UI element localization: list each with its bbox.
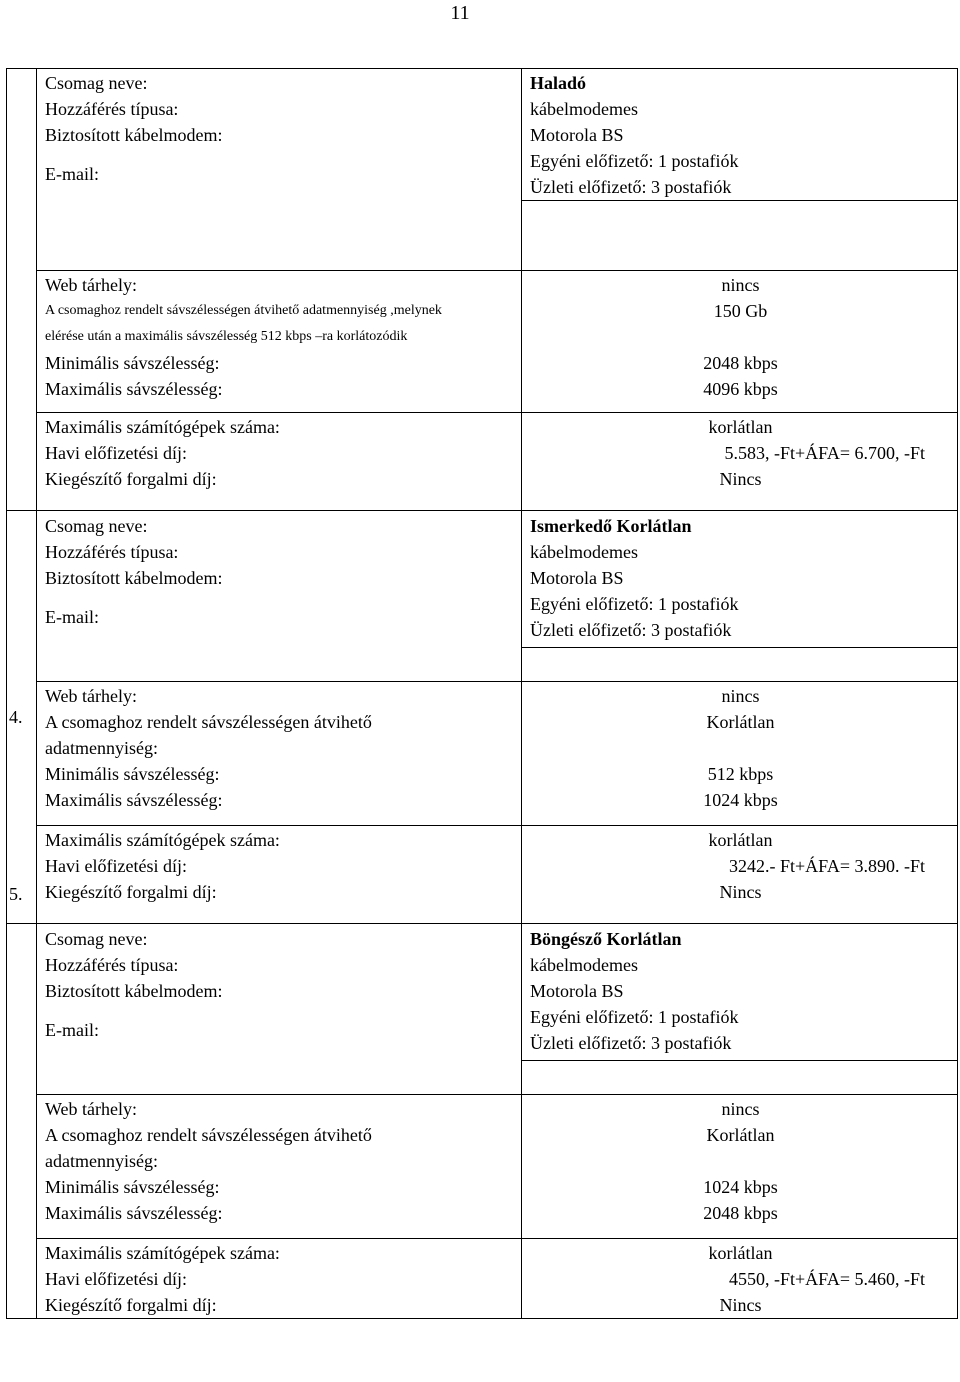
label-package-name: Csomag neve: xyxy=(45,73,148,93)
extra-fee: Nincs xyxy=(719,882,762,902)
package-table xyxy=(6,68,958,1319)
access-type: kábelmodemes xyxy=(530,955,638,975)
label-data-limit-2: elérése után a maximális sávszélesség 512 kbps –ra korlátozódik xyxy=(45,329,408,344)
label-data-limit-1: A csomaghoz rendelt sávszélességen átvihető xyxy=(45,1125,372,1145)
cable-modem: Motorola BS xyxy=(530,981,624,1001)
label-max-computers: Maximális számítógépek száma: xyxy=(45,830,280,850)
access-type: kábelmodemes xyxy=(530,542,638,562)
label-cable-modem: Biztosított kábelmodem: xyxy=(45,568,223,588)
email-individual: Egyéni előfizető: 1 postafiók xyxy=(530,1007,739,1027)
web-hosting: nincs xyxy=(721,686,760,706)
label-cell xyxy=(37,69,522,271)
label-extra-fee: Kiegészítő forgalmi díj: xyxy=(45,882,217,902)
min-bandwidth: 2048 kbps xyxy=(703,353,778,373)
package-number-cell: 4. xyxy=(7,511,37,924)
email-business: Üzleti előfizető: 3 postafiók xyxy=(530,1033,732,1053)
package-row-bandwidth xyxy=(7,682,958,826)
package-row-fees xyxy=(7,826,958,924)
cable-modem: Motorola BS xyxy=(530,125,624,145)
cable-modem: Motorola BS xyxy=(530,568,624,588)
min-bandwidth: 1024 kbps xyxy=(703,1177,778,1197)
label-data-limit-1: A csomaghoz rendelt sávszélességen átvihető xyxy=(45,712,372,732)
package-row-bandwidth xyxy=(7,1095,958,1239)
email-individual: Egyéni előfizető: 1 postafiók xyxy=(530,151,739,171)
max-bandwidth: 1024 kbps xyxy=(703,790,778,810)
label-web-hosting: Web tárhely: xyxy=(45,275,138,295)
package-number-cell: 5. xyxy=(7,924,37,1319)
monthly-fee: 3242.- Ft+ÁFA= 3.890. -Ft xyxy=(729,856,925,876)
label-max-bandwidth: Maximális sávszélesség: xyxy=(45,1203,223,1223)
package-name: Böngésző Korlátlan xyxy=(530,929,682,949)
package-number-cell xyxy=(7,69,37,511)
monthly-fee: 4550, -Ft+ÁFA= 5.460, -Ft xyxy=(729,1269,925,1289)
label-data-limit-2: adatmennyiség: xyxy=(45,1151,158,1171)
web-hosting: nincs xyxy=(721,1099,760,1119)
label-cable-modem: Biztosított kábelmodem: xyxy=(45,125,223,145)
label-email: E-mail: xyxy=(45,1020,99,1040)
label-monthly-fee: Havi előfizetési díj: xyxy=(45,443,187,463)
email-business: Üzleti előfizető: 3 postafiók xyxy=(530,177,732,197)
label-max-bandwidth: Maximális sávszélesség: xyxy=(45,790,223,810)
label-extra-fee: Kiegészítő forgalmi díj: xyxy=(45,1295,217,1315)
label-min-bandwidth: Minimális sávszélesség: xyxy=(45,1177,220,1197)
label-max-computers: Maximális számítógépek száma: xyxy=(45,417,280,437)
package-row-bandwidth xyxy=(7,271,958,413)
max-computers: korlátlan xyxy=(708,417,773,437)
package-row-ismerkedo xyxy=(7,511,958,682)
data-limit: Korlátlan xyxy=(706,1125,775,1145)
monthly-fee: 5.583, -Ft+ÁFA= 6.700, -Ft xyxy=(724,443,925,463)
max-bandwidth: 4096 kbps xyxy=(703,379,778,399)
label-data-limit-2: adatmennyiség: xyxy=(45,738,158,758)
min-bandwidth: 512 kbps xyxy=(707,764,774,784)
max-bandwidth: 2048 kbps xyxy=(703,1203,778,1223)
value-cell xyxy=(522,69,958,271)
label-monthly-fee: Havi előfizetési díj: xyxy=(45,1269,187,1289)
max-computers: korlátlan xyxy=(708,1243,773,1263)
page-number: 11 xyxy=(450,2,470,24)
label-max-bandwidth: Maximális sávszélesség: xyxy=(45,379,223,399)
data-limit: 150 Gb xyxy=(713,301,768,321)
label-max-computers: Maximális számítógépek száma: xyxy=(45,1243,280,1263)
label-data-limit-1: A csomaghoz rendelt sávszélességen átvihető adatmennyiség ,melynek xyxy=(45,303,442,318)
label-min-bandwidth: Minimális sávszélesség: xyxy=(45,764,220,784)
label-email: E-mail: xyxy=(45,164,99,184)
label-access-type: Hozzáférés típusa: xyxy=(45,955,179,975)
label-extra-fee: Kiegészítő forgalmi díj: xyxy=(45,469,217,489)
package-row-fees xyxy=(7,413,958,511)
label-package-name: Csomag neve: xyxy=(45,516,148,536)
label-cable-modem: Biztosított kábelmodem: xyxy=(45,981,223,1001)
label-access-type: Hozzáférés típusa: xyxy=(45,542,179,562)
label-email: E-mail: xyxy=(45,607,99,627)
data-limit: Korlátlan xyxy=(706,712,775,732)
extra-fee: Nincs xyxy=(719,469,762,489)
label-min-bandwidth: Minimális sávszélesség: xyxy=(45,353,220,373)
label-web-hosting: Web tárhely: xyxy=(45,1099,138,1119)
label-monthly-fee: Havi előfizetési díj: xyxy=(45,856,187,876)
access-type: kábelmodemes xyxy=(530,99,638,119)
email-business: Üzleti előfizető: 3 postafiók xyxy=(530,620,732,640)
label-access-type: Hozzáférés típusa: xyxy=(45,99,179,119)
package-row-bongeszo xyxy=(7,924,958,1095)
extra-fee: Nincs xyxy=(719,1295,762,1315)
package-name: Haladó xyxy=(530,73,587,93)
package-name: Ismerkedő Korlátlan xyxy=(530,516,692,536)
label-package-name: Csomag neve: xyxy=(45,929,148,949)
package-row-fees xyxy=(7,1239,958,1319)
label-web-hosting: Web tárhely: xyxy=(45,686,138,706)
package-row-haladó xyxy=(7,69,958,271)
web-hosting: nincs xyxy=(721,275,760,295)
email-individual: Egyéni előfizető: 1 postafiók xyxy=(530,594,739,614)
max-computers: korlátlan xyxy=(708,830,773,850)
